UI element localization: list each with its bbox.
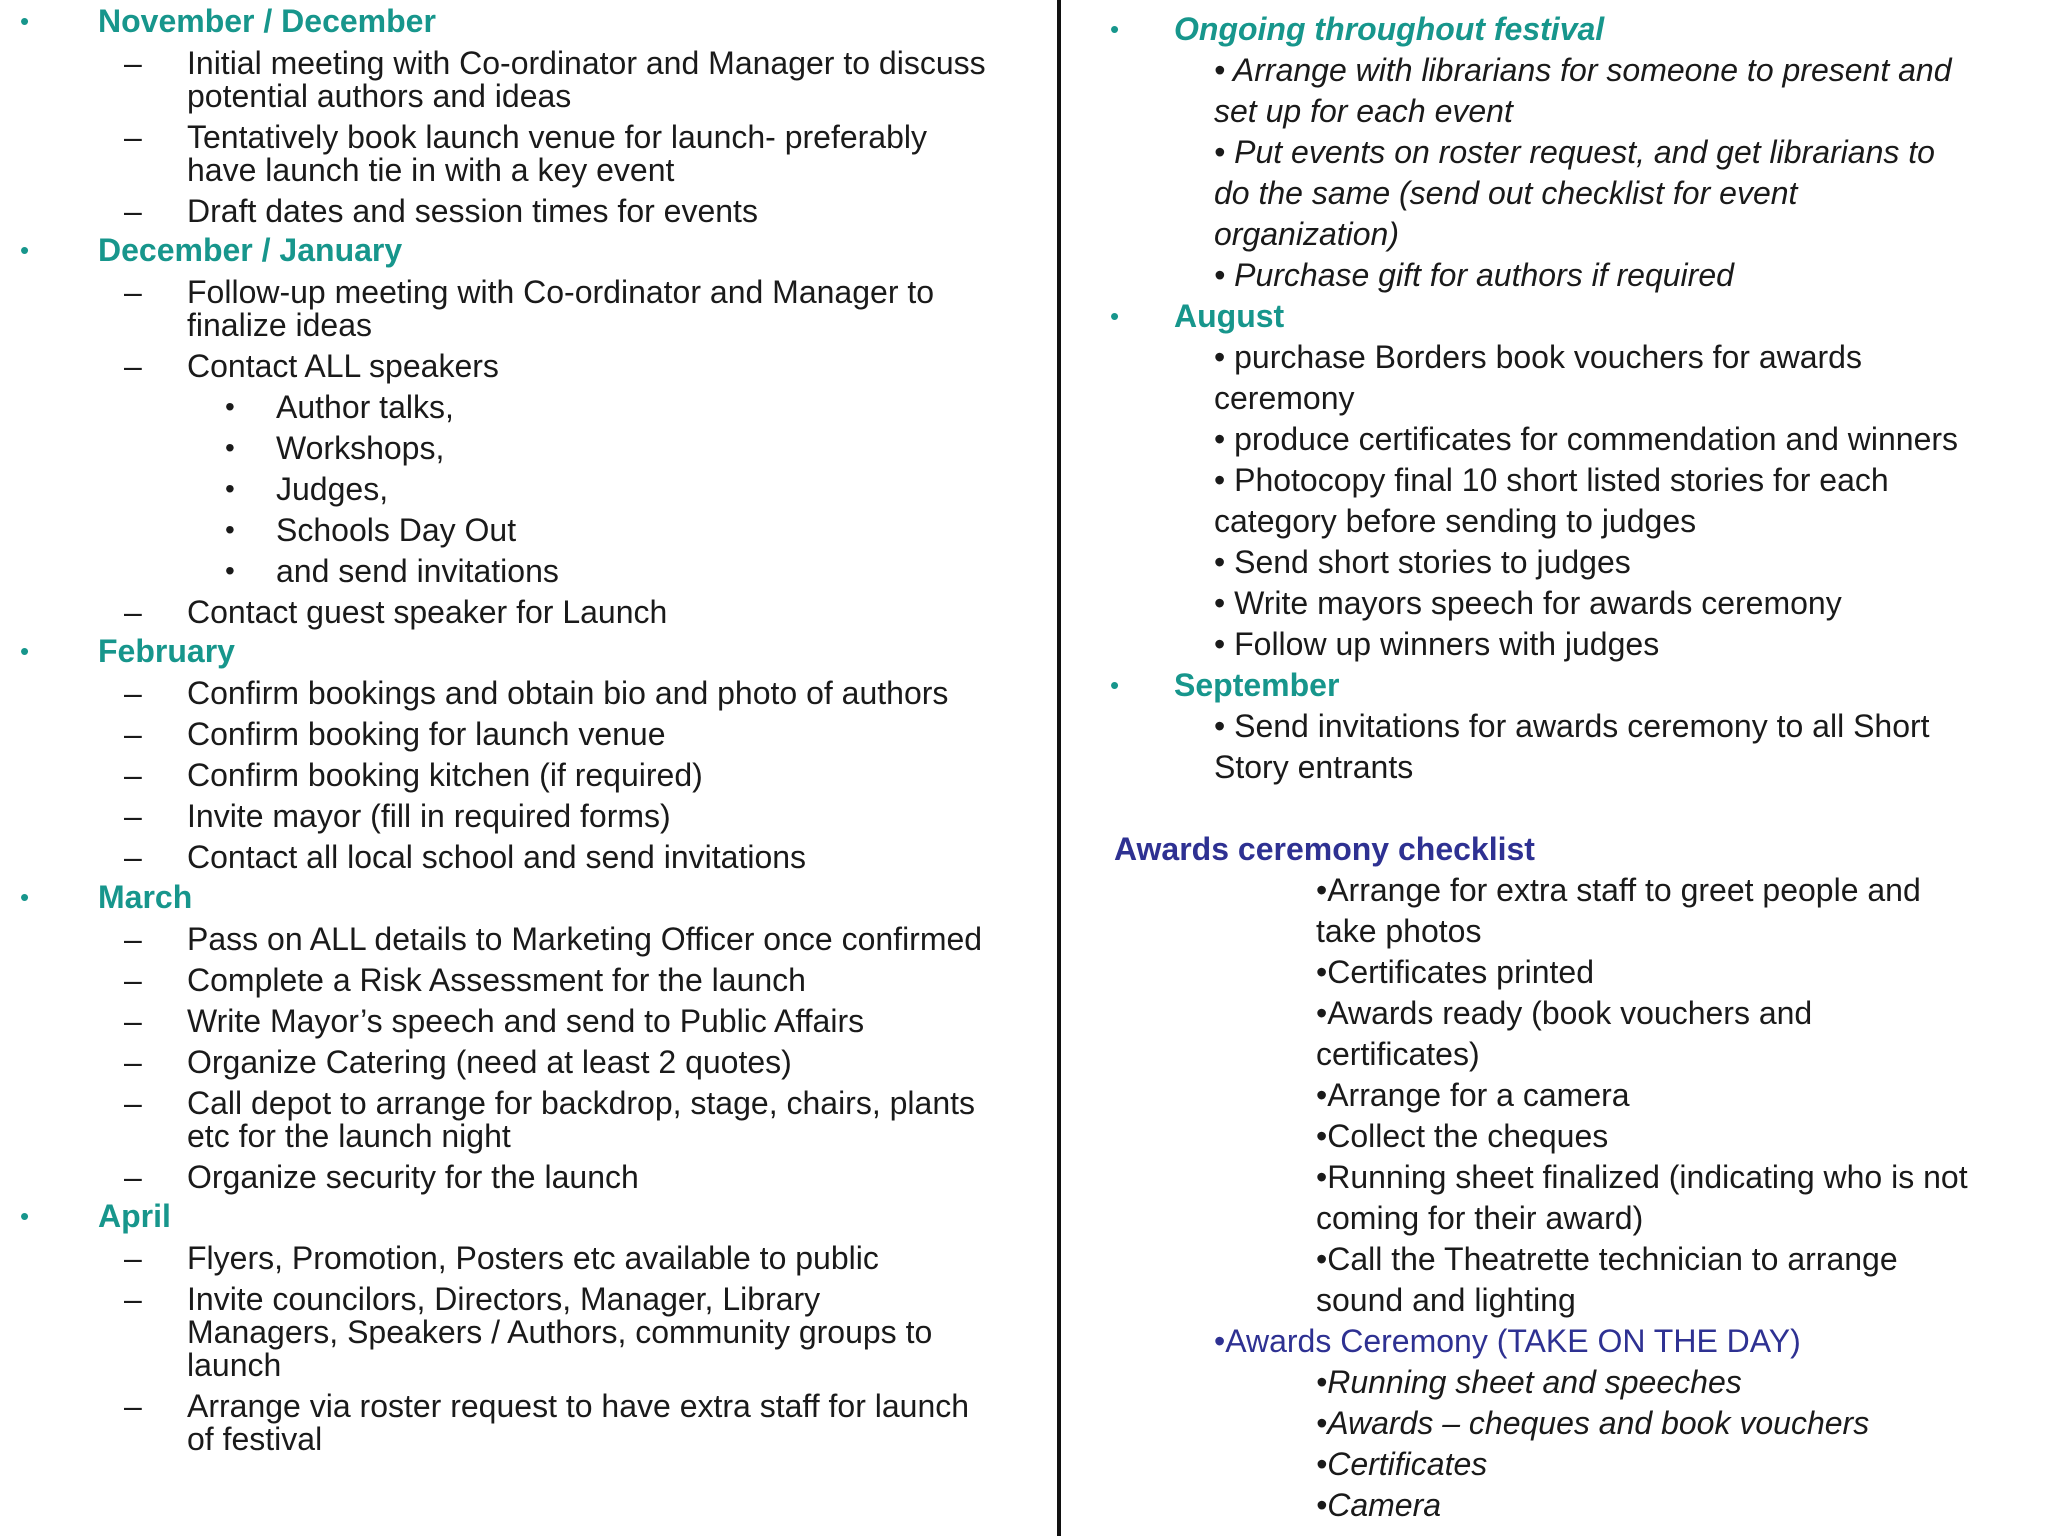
list-item-text: Invite councilors, Directors, Manager, Library xyxy=(187,1281,821,1317)
list-item-text: Write Mayor’s speech and send to Public Affairs xyxy=(187,1003,865,1039)
dash-marker: – xyxy=(124,348,142,384)
section-bullet: • xyxy=(20,882,30,912)
list-item-text: Call depot to arrange for backdrop, stage, chairs, plants xyxy=(187,1085,975,1121)
checklist-line: •Arrange for extra staff to greet people and xyxy=(1316,872,1921,908)
dash-marker: – xyxy=(124,962,142,998)
checklist-line: coming for their award) xyxy=(1316,1200,1644,1236)
column-divider xyxy=(1057,0,1061,1536)
section-line: set up for each event xyxy=(1214,93,1513,129)
sub-bullet: • xyxy=(225,432,235,463)
dash-marker: – xyxy=(124,594,142,630)
checklist-line: sound and lighting xyxy=(1316,1282,1576,1318)
list-item-text: Organize Catering (need at least 2 quotes) xyxy=(187,1044,792,1080)
list-item-text: of festival xyxy=(187,1421,323,1457)
checklist-line: certificates) xyxy=(1316,1036,1480,1072)
section-heading: Ongoing throughout festival xyxy=(1174,11,1605,47)
take-on-day-line: •Certificates xyxy=(1316,1446,1488,1482)
sub-item-text: and send invitations xyxy=(276,553,559,589)
dash-marker: – xyxy=(124,1240,142,1276)
dash-marker: – xyxy=(124,839,142,875)
list-item-text: Arrange via roster request to have extra staff for launch xyxy=(187,1388,970,1424)
take-on-day-line: •Camera xyxy=(1316,1487,1442,1523)
list-item-text: Contact ALL speakers xyxy=(187,348,499,384)
section-heading: December / January xyxy=(98,232,403,268)
dash-marker: – xyxy=(124,675,142,711)
dash-marker: – xyxy=(124,1388,142,1424)
section-line: • Put events on roster request, and get librarians to xyxy=(1214,134,1935,170)
list-item-text: Confirm bookings and obtain bio and photo of authors xyxy=(187,675,949,711)
section-line: category before sending to judges xyxy=(1214,503,1697,539)
list-item-text: etc for the launch night xyxy=(187,1118,511,1154)
sub-item-text: Judges, xyxy=(276,471,389,507)
dash-marker: – xyxy=(124,798,142,834)
list-item-text: Follow-up meeting with Co-ordinator and Manager to xyxy=(187,274,935,310)
list-item-text: Pass on ALL details to Marketing Officer once confirmed xyxy=(187,921,983,957)
dash-marker: – xyxy=(124,274,142,310)
checklist-line: •Call the Theatrette technician to arrange xyxy=(1316,1241,1898,1277)
checklist-line: •Running sheet finalized (indicating who is not xyxy=(1316,1159,1968,1195)
section-line: • purchase Borders book vouchers for awards xyxy=(1214,339,1862,375)
section-line: • Send invitations for awards ceremony to all Short xyxy=(1214,708,1930,744)
section-line: organization) xyxy=(1214,216,1399,252)
sub-item-text: Schools Day Out xyxy=(276,512,517,548)
checklist-line: •Collect the cheques xyxy=(1316,1118,1609,1154)
dash-marker: – xyxy=(124,119,142,155)
section-bullet: • xyxy=(20,235,30,265)
checklist-line: •Awards ready (book vouchers and xyxy=(1316,995,1813,1031)
section-heading: April xyxy=(98,1198,171,1234)
section-line: • Arrange with librarians for someone to present and xyxy=(1214,52,1952,88)
sub-item-text: Workshops, xyxy=(276,430,445,466)
dash-marker: – xyxy=(124,921,142,957)
section-line: • Purchase gift for authors if required xyxy=(1214,257,1734,293)
section-heading: February xyxy=(98,633,235,669)
section-bullet: • xyxy=(20,1201,30,1231)
take-on-day-heading: •Awards Ceremony (TAKE ON THE DAY) xyxy=(1214,1323,1801,1359)
checklist-line: •Arrange for a camera xyxy=(1316,1077,1630,1113)
section-bullet: • xyxy=(1110,14,1120,44)
dash-marker: – xyxy=(124,1003,142,1039)
list-item-text: finalize ideas xyxy=(187,307,372,343)
take-on-day-line: •Running sheet and speeches xyxy=(1316,1364,1742,1400)
list-item-text: Complete a Risk Assessment for the launch xyxy=(187,962,806,998)
section-line: • Send short stories to judges xyxy=(1214,544,1631,580)
dash-marker: – xyxy=(124,1281,142,1317)
list-item-text: Contact all local school and send invitations xyxy=(187,839,807,875)
list-item-text: Managers, Speakers / Authors, community groups to xyxy=(187,1314,933,1350)
dash-marker: – xyxy=(124,1159,142,1195)
section-bullet: • xyxy=(1110,301,1120,331)
section-line: ceremony xyxy=(1214,380,1355,416)
section-line: • produce certificates for commendation and winners xyxy=(1214,421,1959,457)
list-item-text: Tentatively book launch venue for launch- preferably xyxy=(187,119,927,155)
list-item-text: Confirm booking for launch venue xyxy=(187,716,666,752)
list-item-text: Invite mayor (fill in required forms) xyxy=(187,798,671,834)
list-item-text: Flyers, Promotion, Posters etc available to public xyxy=(187,1240,879,1276)
sub-bullet: • xyxy=(225,514,235,545)
section-line: • Follow up winners with judges xyxy=(1214,626,1660,662)
dash-marker: – xyxy=(124,757,142,793)
list-item-text: Confirm booking kitchen (if required) xyxy=(187,757,703,793)
list-item-text: Draft dates and session times for events xyxy=(187,193,758,229)
checklist-heading: Awards ceremony checklist xyxy=(1114,831,1535,867)
section-bullet: • xyxy=(20,6,30,36)
list-item-text: Initial meeting with Co-ordinator and Manager to discuss xyxy=(187,45,986,81)
dash-marker: – xyxy=(124,716,142,752)
dash-marker: – xyxy=(124,45,142,81)
section-heading: September xyxy=(1174,667,1340,703)
dash-marker: – xyxy=(124,1044,142,1080)
section-heading: August xyxy=(1174,298,1285,334)
sub-bullet: • xyxy=(225,555,235,586)
list-item-text: launch xyxy=(187,1347,282,1383)
sub-bullet: • xyxy=(225,473,235,504)
sub-item-text: Author talks, xyxy=(276,389,454,425)
section-bullet: • xyxy=(20,636,30,666)
dash-marker: – xyxy=(124,193,142,229)
section-heading: March xyxy=(98,879,193,915)
section-bullet: • xyxy=(1110,670,1120,700)
take-on-day-line: •Awards – cheques and book vouchers xyxy=(1316,1405,1870,1441)
section-line: Story entrants xyxy=(1214,749,1414,785)
dash-marker: – xyxy=(124,1085,142,1121)
section-line: • Write mayors speech for awards ceremony xyxy=(1214,585,1842,621)
checklist-line: take photos xyxy=(1316,913,1482,949)
list-item-text: potential authors and ideas xyxy=(187,78,572,114)
list-item-text: Organize security for the launch xyxy=(187,1159,639,1195)
checklist-line: •Certificates printed xyxy=(1316,954,1594,990)
list-item-text: have launch tie in with a key event xyxy=(187,152,675,188)
section-heading: November / December xyxy=(98,3,436,39)
section-line: • Photocopy final 10 short listed stories for each xyxy=(1214,462,1889,498)
list-item-text: Contact guest speaker for Launch xyxy=(187,594,668,630)
sub-bullet: • xyxy=(225,391,235,422)
section-line: do the same (send out checklist for event xyxy=(1214,175,1798,211)
